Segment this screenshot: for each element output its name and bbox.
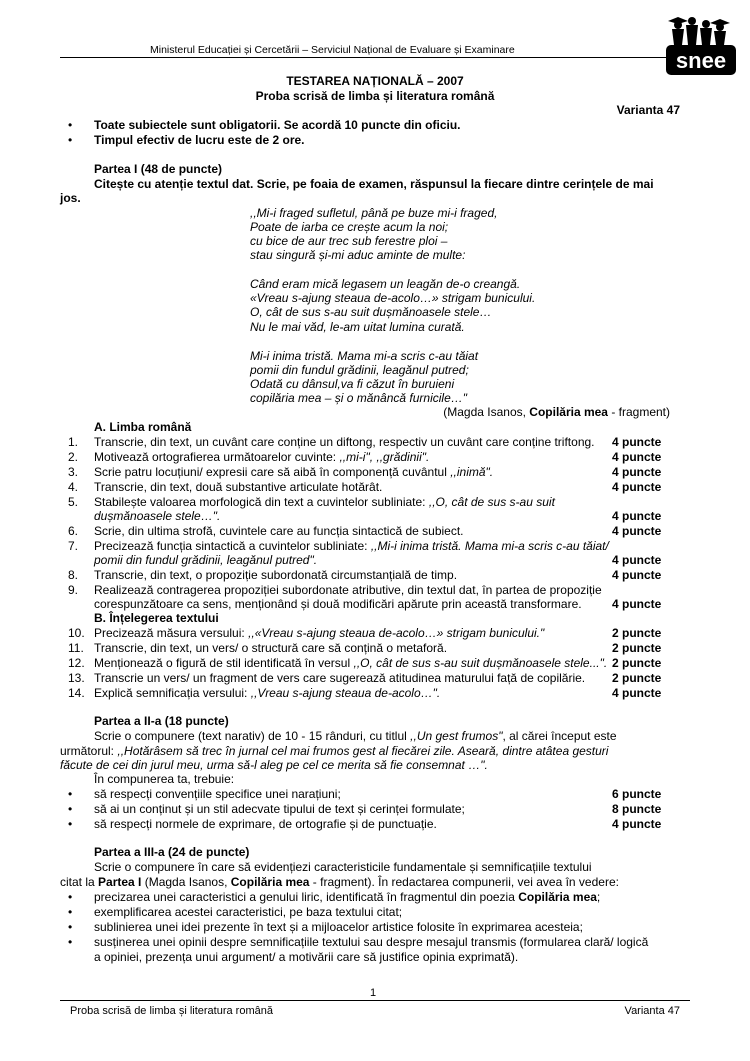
bullet-icon: • — [68, 817, 73, 831]
item-points: 4 puncte — [612, 553, 662, 567]
poem-line: Mi-i inima tristă. Mama mi-a scris c-au tăiat — [250, 349, 479, 363]
part3-criterion-cont: a opiniei, prezența unui argument/ a motivării care să justifice opinia exprimată). — [94, 950, 519, 964]
footer-title: Proba scrisă de limba și literatura română — [70, 1005, 273, 1017]
item-text-cont: dușmănoasele stele…". — [94, 509, 221, 523]
part2-heading: Partea a II-a (18 puncte) — [94, 714, 229, 728]
item-points: 2 puncte — [612, 626, 662, 640]
item-text: Realizează contragerea propoziției subordonate atributive, din textul dat, în partea de propoziție — [94, 583, 602, 597]
criterion-points: 6 puncte — [612, 787, 662, 801]
item-text: Stabilește valoarea morfologică din text a cuvintelor subliniate: ,,O, cât de sus s-au suit — [94, 495, 555, 509]
item-points: 2 puncte — [612, 641, 662, 655]
part3-text: citat la Partea I (Magda Isanos, Copilăria mea - fragment). În redactarea compunerii, vei avea în vedere: — [60, 875, 619, 889]
exam-title: TESTAREA NAȚIONALĂ – 2007 — [286, 74, 464, 88]
item-number: 1. — [68, 435, 79, 449]
bullet-icon: • — [68, 890, 73, 904]
poem-line: stau singură și-mi aduc aminte de multe: — [250, 248, 466, 262]
item-text: Transcrie un vers/ un fragment de vers care sugerează atitudinea maturului față de copilărie. — [94, 671, 586, 685]
item-number: 11. — [68, 641, 84, 655]
page-number: 1 — [370, 987, 377, 999]
bullet-icon: • — [68, 802, 73, 816]
item-number: 6. — [68, 524, 79, 538]
poem-source: (Magda Isanos, Copilăria mea - fragment) — [443, 405, 670, 419]
part3-text: Scrie o compunere în care să evidențiezi caracteristicile fundamentale și semnificațiile textului — [94, 860, 592, 874]
part3-criterion: exemplificarea acestei caracteristici, pe baza textului citat; — [94, 905, 403, 919]
part3-criterion: susținerea unei opinii despre semnificațiile textului sau despre mesajul transmis (formularea clară/ logică — [94, 935, 649, 949]
poem-line: cu bice de aur trec sub ferestre ploi – — [250, 234, 448, 248]
item-points: 4 puncte — [612, 465, 662, 479]
poem-line: Când eram mică legasem un leagăn de-o creangă. — [250, 277, 521, 291]
header-ministry: Ministerul Educației și Cercetării – Serviciul Național de Evaluare și Examinare — [150, 44, 515, 56]
svg-text:snee: snee — [675, 48, 727, 73]
item-points: 4 puncte — [612, 686, 662, 700]
item-text-cont: pomii din fundul grădinii, leagănul putred". — [94, 553, 318, 567]
poem-line: Nu le mai văd, le-am uitat lumina curată. — [250, 320, 465, 334]
part1-instruction: Citește cu atenție textul dat. Scrie, pe foaia de examen, răspunsul la fiecare dintre cerințele de mai — [94, 177, 654, 191]
bullet-icon: • — [68, 133, 73, 147]
criterion-points: 8 puncte — [612, 802, 662, 816]
item-number: 7. — [68, 539, 79, 553]
item-number: 14. — [68, 686, 85, 700]
item-points: 4 puncte — [612, 597, 662, 611]
footer-variant: Varianta 47 — [624, 1005, 680, 1017]
item-points: 4 puncte — [612, 524, 662, 538]
item-text: Transcrie, din text, două substantive articulate hotărât. — [94, 480, 383, 494]
item-text: Explică semnificația versului: ,,Vreau s-ajung steaua de-acolo…". — [94, 686, 441, 700]
part2-criterion: să ai un conținut și un stil adecvate tipului de text și cerinței formulate; — [94, 802, 465, 816]
item-number: 3. — [68, 465, 79, 479]
criterion-points: 4 puncte — [612, 817, 662, 831]
item-points: 2 puncte — [612, 671, 662, 685]
poem-line: ,,Mi-i fraged sufletul, până pe buze mi-i fraged, — [250, 206, 498, 220]
part2-criterion: să respecți normele de exprimare, de ortografie și de punctuație. — [94, 817, 437, 831]
snee-logo — [664, 15, 738, 77]
item-text: Transcrie, din text, un cuvânt care conține un diftong, respectiv un cuvânt care conține triftong. — [94, 435, 595, 449]
section-a-heading: A. Limba română — [94, 420, 192, 434]
bullet-icon: • — [68, 935, 73, 949]
header-rule — [60, 57, 690, 58]
exam-subtitle: Proba scrisă de limba și literatura română — [255, 89, 495, 103]
item-text: Menționează o figură de stil identificată în versul ,,O, cât de sus s-au suit dușmănoasele stele...". — [94, 656, 608, 670]
item-number: 12. — [68, 656, 85, 670]
part3-criterion: sublinierea unei idei prezente în text și a mijloacelor artistice folosite în exprimarea acesteia; — [94, 920, 583, 934]
item-number: 13. — [68, 671, 85, 685]
item-text: Transcrie, din text, un vers/ o structură care să conțină o metaforă. — [94, 641, 448, 655]
section-b-heading: B. Înțelegerea textului — [94, 611, 219, 625]
poem-line: Poate de iarba ce crește acum la noi; — [250, 220, 449, 234]
general-rule-2: Timpul efectiv de lucru este de 2 ore. — [94, 133, 305, 147]
item-number: 10. — [68, 626, 85, 640]
bullet-icon: • — [68, 920, 73, 934]
item-points: 4 puncte — [612, 435, 662, 449]
footer-rule — [60, 1000, 690, 1001]
part2-criterion: să respecți convențiile specifice unei narațiuni; — [94, 787, 341, 801]
item-text: Scrie, din ultima strofă, cuvintele care au funcția sintactică de subiect. — [94, 524, 464, 538]
item-number: 8. — [68, 568, 79, 582]
poem-line: Odată cu dânsul,va fi căzut în buruieni — [250, 377, 455, 391]
item-points: 4 puncte — [612, 509, 662, 523]
item-text: Transcrie, din text, o propoziție subordonată circumstanțială de timp. — [94, 568, 458, 582]
part2-text: În compunerea ta, trebuie: — [94, 772, 235, 786]
item-points: 4 puncte — [612, 568, 662, 582]
poem-line: pomii din fundul grădinii, leagănul putred; — [250, 363, 469, 377]
variant-label: Varianta 47 — [616, 103, 680, 117]
item-points: 2 puncte — [612, 656, 662, 670]
item-text: Precizează funcția sintactică a cuvintelor subliniate: ,,Mi-i inima tristă. Mama mi-a scris c-au tăiat/ — [94, 539, 609, 553]
poem-line: copilăria mea – și o mănâncă furnicile…" — [250, 391, 468, 405]
item-text: Scrie patru locuțiuni/ expresii care să aibă în componență cuvântul ,,inimă". — [94, 465, 494, 479]
item-number: 5. — [68, 495, 79, 509]
bullet-icon: • — [68, 118, 73, 132]
item-number: 4. — [68, 480, 79, 494]
bullet-icon: • — [68, 787, 73, 801]
item-text: Precizează măsura versului: ,,«Vreau s-ajung steaua de-acolo…» strigam bunicului." — [94, 626, 545, 640]
part1-instruction-end: jos. — [60, 191, 81, 205]
part1-heading: Partea I (48 de puncte) — [94, 162, 223, 176]
item-text: Motivează ortografierea următoarelor cuvinte: ,,mi-i", ,,grădinii". — [94, 450, 430, 464]
item-text-cont: corespunzătoare ca sens, menționând și două modificări apărute prin această transformare. — [94, 597, 582, 611]
part2-text: făcute de cei din jurul meu, urma să-l aleg pe cel ce merita să fie consemnat …". — [60, 758, 488, 772]
part3-criterion: precizarea unei caracteristici a genului liric, identificată în fragmentul din poezia Copilăria mea; — [94, 890, 601, 904]
part2-text: următorul: ,,Hotărâsem să trec în jurnal cel mai frumos gest al fiecărei zile. Aseară, dintre atâtea gesturi — [60, 744, 609, 758]
item-points: 4 puncte — [612, 480, 662, 494]
part2-text: Scrie o compunere (text narativ) de 10 - 15 rânduri, cu titlul ,,Un gest frumos", al cărei început este — [94, 729, 617, 743]
general-rule-1: Toate subiectele sunt obligatorii. Se acordă 10 puncte din oficiu. — [94, 118, 461, 132]
part3-heading: Partea a III-a (24 de puncte) — [94, 845, 250, 859]
poem-line: «Vreau s-ajung steaua de-acolo…» strigam bunicului. — [250, 291, 536, 305]
item-number: 2. — [68, 450, 79, 464]
item-points: 4 puncte — [612, 450, 662, 464]
bullet-icon: • — [68, 905, 73, 919]
poem-line: O, cât de sus s-au suit dușmănoasele stele… — [250, 305, 492, 319]
item-number: 9. — [68, 583, 79, 597]
